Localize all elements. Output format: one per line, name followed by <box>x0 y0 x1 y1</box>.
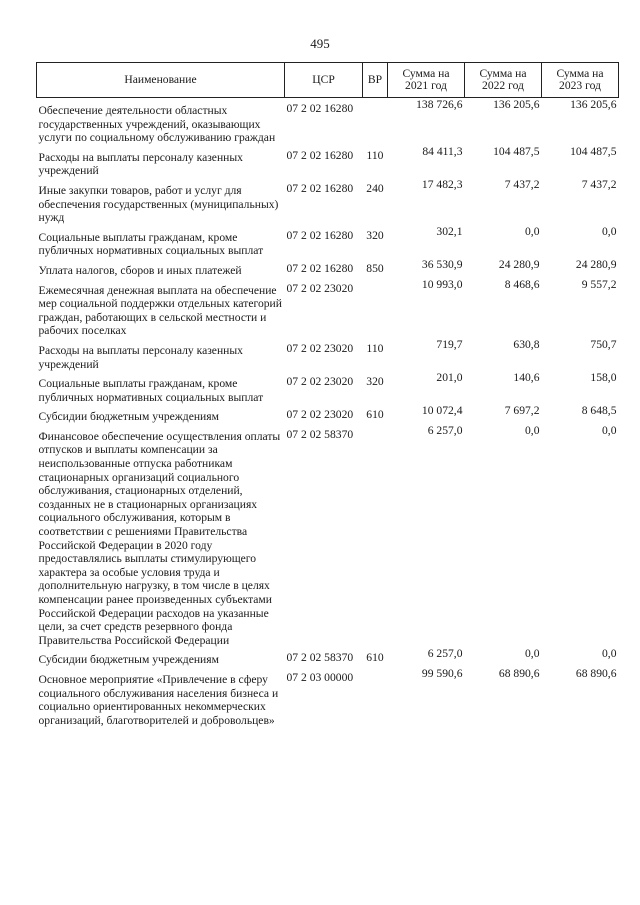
row-sum-2021: 719,7 <box>436 337 463 351</box>
table-row <box>37 404 619 424</box>
row-name: Ежемесячная денежная выплата на обеспечение мер социальной поддержки отдельных категорий граждан, работающих в сельской местности и рабочих поселках <box>38 283 282 338</box>
row-vr <box>363 98 388 145</box>
row-csr: 07 2 02 23020 <box>286 375 354 389</box>
row-sum-2022: 0,0 <box>525 423 540 437</box>
row-name: Иные закупки товаров, работ и услуг для обеспечения государственных (муниципальных) нужд <box>38 183 279 225</box>
row-sum-2022: 630,8 <box>513 337 540 351</box>
row-sum-2023: 7 437,2 <box>581 177 617 191</box>
row-csr: 07 2 02 23020 <box>286 281 354 295</box>
row-name: Расходы на выплаты персоналу казенных учреждений <box>38 343 243 371</box>
row-sum-2022: 7 437,2 <box>504 177 540 191</box>
page-number: 495 <box>310 36 330 51</box>
row-sum-2021: 201,0 <box>436 371 463 385</box>
row-csr: 07 2 02 16280 <box>286 261 354 275</box>
row-csr: 07 2 02 16280 <box>286 181 354 195</box>
table-row <box>37 424 619 648</box>
table-row <box>37 258 619 278</box>
header-sum-2023: Сумма на 2023 год <box>542 63 619 98</box>
row-csr: 07 2 02 16280 <box>286 228 354 242</box>
row-vr: 320 <box>366 375 384 389</box>
row-sum-2023: 8 648,5 <box>581 404 617 418</box>
row-vr <box>363 278 388 338</box>
row-sum-2023: 104 487,5 <box>570 144 617 158</box>
row-sum-2023: 0,0 <box>602 647 617 661</box>
row-sum-2022: 7 697,2 <box>504 404 540 418</box>
row-csr: 07 2 02 16280 <box>286 148 354 162</box>
row-sum-2021: 138 726,6 <box>416 98 463 111</box>
table-row <box>37 371 619 404</box>
table-header-row <box>37 63 619 98</box>
row-name: Социальные выплаты гражданам, кроме публичных нормативных социальных выплат <box>38 377 264 404</box>
row-name: Субсидии бюджетным учреждениям <box>38 410 219 424</box>
row-name: Уплата налогов, сборов и иных платежей <box>38 263 242 277</box>
row-csr: 07 2 02 23020 <box>286 408 354 422</box>
row-vr <box>363 667 388 727</box>
row-csr: 07 2 03 00000 <box>286 670 354 684</box>
row-sum-2021: 10 072,4 <box>421 404 463 418</box>
row-name: Основное мероприятие «Привлечение в сферу социального обслуживания населения бизнеса и социально ориентированных некоммерческих организаций, благотворителей и добровольцев» <box>38 672 279 727</box>
row-sum-2022: 0,0 <box>525 647 540 661</box>
row-vr: 850 <box>366 261 384 275</box>
row-sum-2021: 6 257,0 <box>427 647 463 661</box>
row-sum-2022: 8 468,6 <box>504 277 540 291</box>
row-sum-2023: 9 557,2 <box>581 277 617 291</box>
row-sum-2022: 0,0 <box>525 224 540 238</box>
row-sum-2021: 84 411,3 <box>422 144 463 158</box>
row-sum-2021: 17 482,3 <box>421 177 463 191</box>
row-csr: 07 2 02 58370 <box>286 651 354 665</box>
row-sum-2021: 36 530,9 <box>421 257 463 271</box>
row-sum-2022: 68 890,6 <box>498 666 540 680</box>
table-row <box>37 98 619 145</box>
table-row <box>37 145 619 178</box>
row-name: Расходы на выплаты персоналу казенных учреждений <box>38 150 243 178</box>
row-csr: 07 2 02 58370 <box>286 427 354 441</box>
row-sum-2021: 10 993,0 <box>421 277 463 291</box>
header-csr: ЦСР <box>285 63 363 98</box>
header-name: Наименование <box>37 63 285 98</box>
row-csr: 07 2 02 23020 <box>286 341 354 355</box>
row-sum-2023: 24 280,9 <box>575 257 617 271</box>
row-vr: 610 <box>366 651 384 665</box>
header-sum-2021: Сумма на 2021 год <box>388 63 465 98</box>
row-sum-2022: 136 205,6 <box>493 98 540 111</box>
row-sum-2022: 104 487,5 <box>493 144 540 158</box>
table-row <box>37 178 619 225</box>
table-row <box>37 338 619 371</box>
row-sum-2023: 750,7 <box>590 337 617 351</box>
row-sum-2022: 24 280,9 <box>498 257 540 271</box>
row-sum-2022: 140,6 <box>513 371 540 385</box>
row-vr: 240 <box>366 181 384 195</box>
row-name: Обеспечение деятельности областных государственных учреждений, оказывающих услуги по социальному обслуживанию граждан <box>38 104 276 145</box>
row-name: Социальные выплаты гражданам, кроме публичных нормативных социальных выплат <box>38 230 264 258</box>
row-name: Финансовое обеспечение осуществления оплаты отпусков и выплаты компенсации за неиспользованные отпуска работникам стационарных организаций социального обслуживания, стационарных отделений, созданных не в стационарных организациях социального обслуживания, которым в соответствии с решениями Правительства Российской Федерации в 2020 году предоставлялись выплаты стимулирующего характера за особые условия труда и дополнительную нагрузку, в том числе в целях компенсации ранее произведенных субъектами Российской Федерации расходов на указанные цели, за счет средств резервного фонда Правительства Российской Федерации <box>38 429 281 647</box>
row-vr: 610 <box>366 408 384 422</box>
row-vr: 110 <box>366 341 384 355</box>
row-csr: 07 2 02 16280 <box>286 102 354 115</box>
row-sum-2021: 302,1 <box>436 224 463 238</box>
table-row <box>37 225 619 258</box>
header-vr: ВР <box>363 63 388 98</box>
row-sum-2023: 68 890,6 <box>575 666 617 680</box>
row-sum-2023: 158,0 <box>590 371 617 385</box>
table-row <box>37 278 619 338</box>
row-vr: 320 <box>366 228 384 242</box>
row-vr <box>363 424 388 648</box>
row-sum-2023: 0,0 <box>602 224 617 238</box>
row-vr: 110 <box>366 148 384 162</box>
row-name: Субсидии бюджетным учреждениям <box>38 653 219 667</box>
row-sum-2023: 136 205,6 <box>570 98 617 111</box>
row-sum-2021: 6 257,0 <box>427 423 463 437</box>
header-sum-2022: Сумма на 2022 год <box>465 63 542 98</box>
budget-table <box>36 62 619 727</box>
row-sum-2021: 99 590,6 <box>421 666 463 680</box>
table-row <box>37 647 619 667</box>
row-sum-2023: 0,0 <box>602 423 617 437</box>
table-row <box>37 667 619 727</box>
